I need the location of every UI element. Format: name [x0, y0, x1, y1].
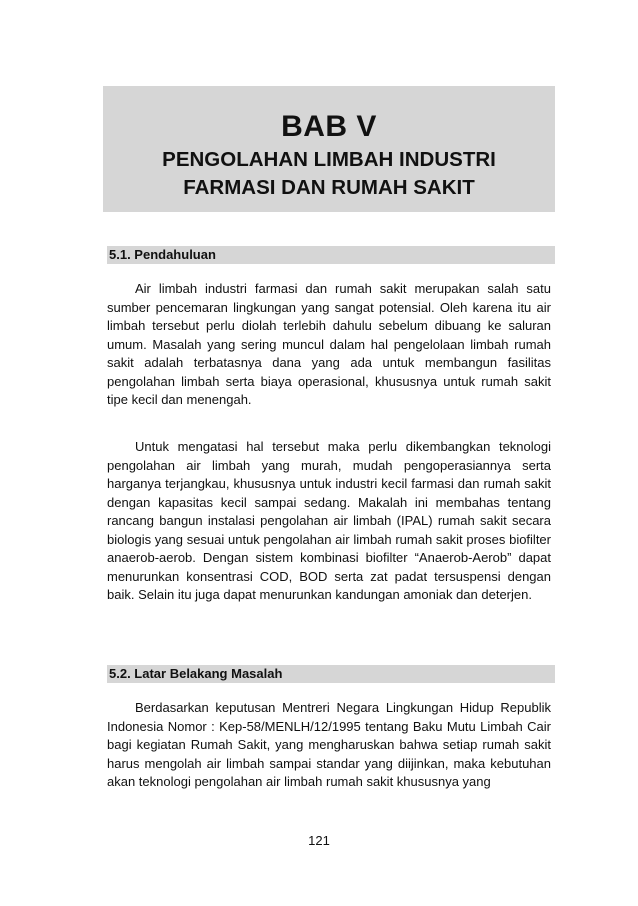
- chapter-title: PENGOLAHAN LIMBAH INDUSTRI FARMASI DAN RUMAH SAKIT: [162, 148, 496, 199]
- chapter-title-box: [103, 86, 555, 212]
- page-number: 121: [308, 833, 330, 848]
- paragraph-pendahuluan-2: Untuk mengatasi hal tersebut maka perlu dikembangkan teknologi pengolahan air limbah yang murah, mudah pengoperasiannya serta harganya terjangkau, khususnya untuk industri kecil farmasi dan rumah sakit dengan kapasitas kecil sampai sedang. Makalah ini membahas tentang rancang bangun instalasi pengolahan air limbah (IPAL) rumah sakit secara biologis yang sesuai untuk pengolahan air limbah rumah sakit proses biofilter anaerob-aerob. Dengan sistem kombinasi biofilter “Anaerob-Aerob” dapat menurunkan konsentrasi COD, BOD serta zat padat tersuspensi dengan baik. Selain itu juga dapat menurunkan kandungan amoniak dan deterjen.: [107, 439, 551, 602]
- paragraph-latar-belakang-1: Berdasarkan keputusan Mentreri Negara Lingkungan Hidup Republik Indonesia Nomor : Kep-58/MENLH/12/1995 tentang Baku Mutu Limbah Cair bagi kegiatan Rumah Sakit, yang mengharuskan bahwa setiap rumah sakit harus mengolah air limbah sampai standar yang diijinkan, maka kebutuhan akan teknologi pengolahan air limbah rumah sakit khususnya yang: [107, 700, 551, 789]
- section-heading-latar-belakang: 5.2. Latar Belakang Masalah: [107, 665, 555, 683]
- paragraph-pendahuluan-1: Air limbah industri farmasi dan rumah sakit merupakan salah satu sumber pencemaran lingkungan yang sangat potensial. Oleh karena itu air limbah tersebut perlu diolah terlebih dahulu sebelum dibuang ke saluran umum. Masalah yang sering muncul dalam hal pengelolaan limbah rumah sakit adalah terbatasnya dana yang ada untuk membangun fasilitas pengolahan limbah serta biaya operasional, khususnya untuk rumah sakit tipe kecil dan menengah.: [107, 281, 551, 407]
- section-heading-pendahuluan: 5.1. Pendahuluan: [107, 246, 555, 264]
- chapter-label: BAB V: [281, 110, 377, 143]
